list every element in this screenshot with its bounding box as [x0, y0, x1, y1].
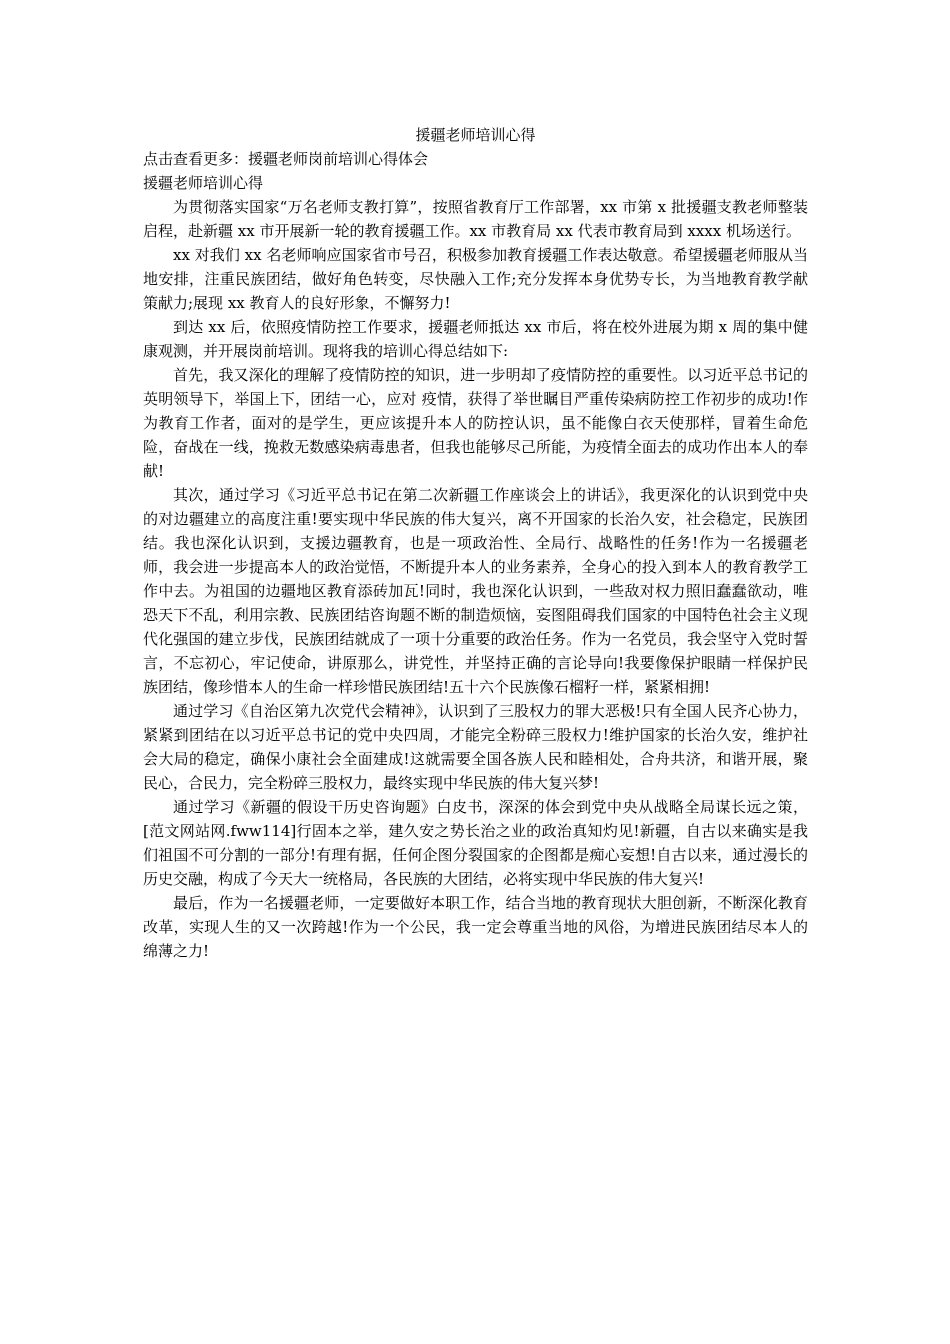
document-page — [143, 123, 808, 963]
document-subtitle: 援疆老师培训心得 — [143, 174, 264, 192]
paragraph: 首先，我又深化的理解了疫情防控的知识，进一步明却了疫情防控的重要性。以习近平总书记的英明领导下，举国上下，团结一心，应对 疫情，获得了举世瞩目严重传染病防控工作初步的成功!作为教育工作者，面对的是学生，更应该提升本人的防控认识，虽不能像白衣天使那样，冒着生命危险，奋战在一线，挽救无数感染病毒患者，但我也能够尽己所能，为疫情全面去的成功作出本人的奉献! — [143, 366, 808, 480]
paragraph: 到达 xx 后，依照疫情防控工作要求，援疆老师抵达 xx 市后，将在校外进展为期 x 周的集中健康观测，并开展岗前培训。现将我的培训心得总结如下: — [143, 318, 808, 360]
paragraph: 通过学习《新疆的假设干历史咨询题》白皮书，深深的体会到党中央从战略全局谋长远之策，[范文网站网.fww114]行固本之举，建久安之势长治之业的政治真知灼见!新疆，自古以来确实是我们祖国不可分割的一部分!有理有据，任何企图分裂国家的企图都是痴心妄想!自古以来，通过漫长的历史交融，构成了今天大一统格局，各民族的大团结，必将实现中华民族的伟大复兴! — [143, 798, 808, 888]
document-title: 援疆老师培训心得 — [415, 126, 536, 144]
paragraph: 为贯彻落实国家“万名老师支教打算”，按照省教育厅工作部署，xx 市第 x 批援疆支教老师整装启程，赴新疆 xx 市开展新一轮的教育援疆工作。xx 市教育局 xx 代表市教育局到 xxxx 机场送行。 — [143, 198, 808, 240]
paragraph: xx 对我们 xx 名老师响应国家省市号召，积极参加教育援疆工作表达敬意。希望援疆老师服从当地安排，注重民族团结，做好角色转变，尽快融入工作;充分发挥本身优势专长，为当地教育教学献策献力;展现 xx 教育人的良好形象，不懈努力! — [143, 246, 808, 312]
paragraph: 最后，作为一名援疆老师，一定要做好本职工作，结合当地的教育现状大胆创新，不断深化教育改革，实现人生的又一次跨越!作为一个公民，我一定会尊重当地的风俗，为增进民族团结尽本人的绵薄之力! — [143, 894, 808, 960]
more-link[interactable]: 点击查看更多：援疆老师岗前培训心得体会 — [143, 150, 429, 168]
paragraph: 其次，通过学习《习近平总书记在第二次新疆工作座谈会上的讲话》，我更深化的认识到党中央的对边疆建立的高度注重!要实现中华民族的伟大复兴，离不开国家的长治久安，社会稳定，民族团结。我也深化认识到，支援边疆教育，也是一项政治性、全局行、战略性的任务!作为一名援疆老师，我会进一步提高本人的政治觉悟，不断提升本人的业务素养，全身心的投入到本人的教育教学工作中去。为祖国的边疆地区教育添砖加瓦!同时，我也深化认识到，一些敌对权力照旧蠢蠢欲动，唯恐天下不乱，利用宗教、民族团结咨询题不断的制造烦恼，妄图阻碍我们国家的中国特色社会主义现代化强国的建立步伐，民族团结就成了一项十分重要的政治任务。作为一名党员，我会坚守入党时誓言，不忘初心，牢记使命，讲原那么，讲党性，并坚持正确的言论导向!我要像保护眼睛一样保护民族团结，像珍惜本人的生命一样珍惜民族团结!五十六个民族像石榴籽一样，紧紧相拥! — [143, 486, 808, 696]
paragraph: 通过学习《自治区第九次党代会精神》，认识到了三股权力的罪大恶极!只有全国人民齐心协力，紧紧到团结在以习近平总书记的党中央四周，才能完全粉碎三股权力!维护国家的长治久安，维护社会大局的稳定，确保小康社会全面建成!这就需要全国各族人民和睦相处，合舟共济，和谐开展，聚民心，合民力，完全粉碎三股权力，最终实现中华民族的伟大复兴梦! — [143, 702, 808, 792]
